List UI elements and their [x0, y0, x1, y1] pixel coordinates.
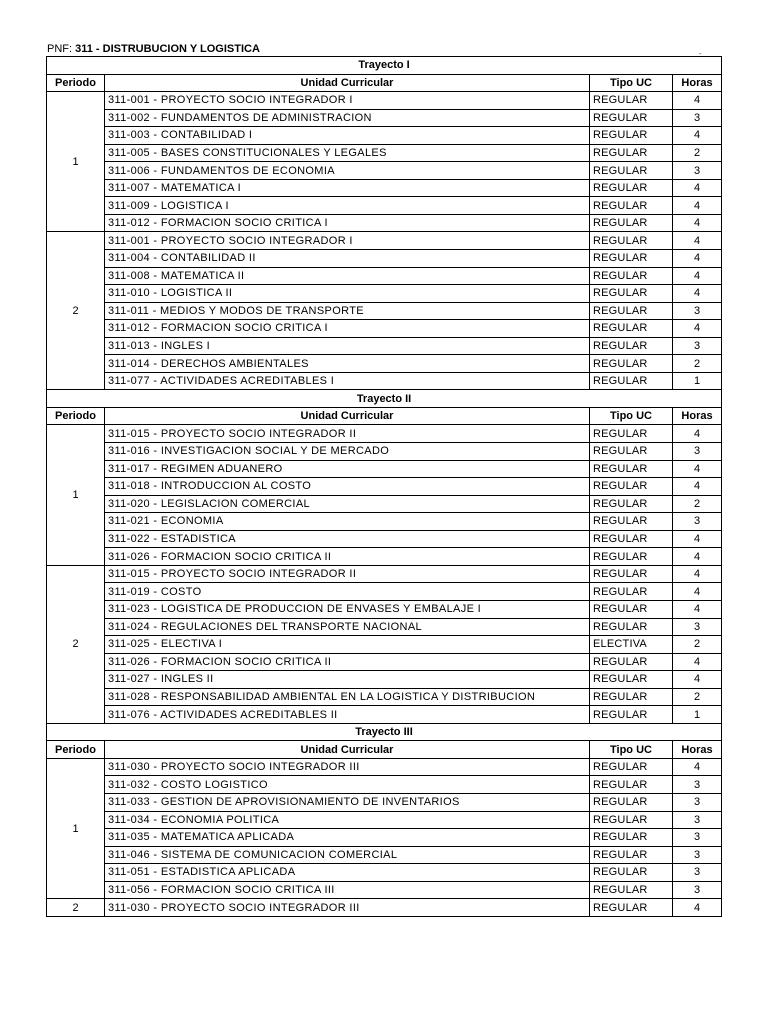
horas-cell: 3: [673, 864, 722, 882]
unidad-curricular-cell: 311-023 - LOGISTICA DE PRODUCCION DE ENVASES Y EMBALAJE I: [105, 600, 590, 618]
program-header: [47, 43, 260, 55]
unidad-curricular-cell: 311-076 - ACTIVIDADES ACREDITABLES II: [105, 706, 590, 724]
column-header-row: [47, 407, 722, 425]
table-row: [47, 232, 722, 250]
table-row: [47, 302, 722, 320]
tipo-uc-cell: REGULAR: [590, 127, 673, 145]
tipo-uc-cell: REGULAR: [590, 355, 673, 373]
column-header-unidad: Unidad Curricular: [105, 74, 590, 92]
horas-cell: 3: [673, 443, 722, 461]
periodo-cell: 2: [47, 899, 105, 917]
tipo-uc-cell: REGULAR: [590, 337, 673, 355]
unidad-curricular-cell: 311-035 - MATEMATICA APLICADA: [105, 829, 590, 847]
horas-cell: 3: [673, 881, 722, 899]
tipo-uc-cell: REGULAR: [590, 443, 673, 461]
unidad-curricular-cell: 311-012 - FORMACION SOCIO CRITICA I: [105, 320, 590, 338]
trayecto-title-row: [47, 390, 722, 408]
periodo-cell: 1: [47, 758, 105, 898]
unidad-curricular-cell: 311-019 - COSTO: [105, 583, 590, 601]
table-row: [47, 320, 722, 338]
table-row: [47, 478, 722, 496]
column-header-tipo: Tipo UC: [590, 74, 673, 92]
tipo-uc-cell: REGULAR: [590, 109, 673, 127]
unidad-curricular-cell: 311-051 - ESTADISTICA APLICADA: [105, 864, 590, 882]
table-row: [47, 197, 722, 215]
unidad-curricular-cell: 311-030 - PROYECTO SOCIO INTEGRADOR III: [105, 758, 590, 776]
table-row: [47, 653, 722, 671]
horas-cell: 3: [673, 776, 722, 794]
table-row: [47, 179, 722, 197]
tipo-uc-cell: REGULAR: [590, 881, 673, 899]
unidad-curricular-cell: 311-027 - INGLES II: [105, 671, 590, 689]
trayecto-title-row: [47, 723, 722, 741]
table-row: [47, 864, 722, 882]
tipo-uc-cell: REGULAR: [590, 671, 673, 689]
unidad-curricular-cell: 311-034 - ECONOMIA POLITICA: [105, 811, 590, 829]
horas-cell: 3: [673, 846, 722, 864]
table-row: [47, 425, 722, 443]
table-row: [47, 443, 722, 461]
corner-mark: -: [699, 49, 702, 58]
horas-cell: 3: [673, 162, 722, 180]
unidad-curricular-cell: 311-004 - CONTABILIDAD II: [105, 250, 590, 268]
column-header-tipo: Tipo UC: [590, 407, 673, 425]
horas-cell: 4: [673, 671, 722, 689]
unidad-curricular-cell: 311-008 - MATEMATICA II: [105, 267, 590, 285]
table-row: [47, 250, 722, 268]
horas-cell: 4: [673, 758, 722, 776]
horas-cell: 4: [673, 92, 722, 110]
table-row: [47, 495, 722, 513]
horas-cell: 4: [673, 548, 722, 566]
table-row: [47, 214, 722, 232]
tipo-uc-cell: REGULAR: [590, 653, 673, 671]
unidad-curricular-cell: 311-003 - CONTABILIDAD I: [105, 127, 590, 145]
column-header-tipo: Tipo UC: [590, 741, 673, 759]
column-header-row: [47, 74, 722, 92]
tipo-uc-cell: REGULAR: [590, 829, 673, 847]
tipo-uc-cell: REGULAR: [590, 864, 673, 882]
tipo-uc-cell: REGULAR: [590, 179, 673, 197]
tipo-uc-cell: REGULAR: [590, 776, 673, 794]
unidad-curricular-cell: 311-009 - LOGISTICA I: [105, 197, 590, 215]
table-row: [47, 671, 722, 689]
column-header-periodo: Periodo: [47, 407, 105, 425]
table-row: [47, 548, 722, 566]
horas-cell: 3: [673, 793, 722, 811]
tipo-uc-cell: REGULAR: [590, 811, 673, 829]
curriculum-body: [47, 57, 722, 917]
tipo-uc-cell: REGULAR: [590, 214, 673, 232]
tipo-uc-cell: REGULAR: [590, 92, 673, 110]
horas-cell: 2: [673, 636, 722, 654]
table-row: [47, 618, 722, 636]
table-row: [47, 583, 722, 601]
horas-cell: 4: [673, 460, 722, 478]
unidad-curricular-cell: 311-032 - COSTO LOGISTICO: [105, 776, 590, 794]
tipo-uc-cell: REGULAR: [590, 302, 673, 320]
unidad-curricular-cell: 311-056 - FORMACION SOCIO CRITICA III: [105, 881, 590, 899]
curriculum-table: [46, 56, 722, 917]
horas-cell: 4: [673, 197, 722, 215]
unidad-curricular-cell: 311-006 - FUNDAMENTOS DE ECONOMIA: [105, 162, 590, 180]
unidad-curricular-cell: 311-020 - LEGISLACION COMERCIAL: [105, 495, 590, 513]
horas-cell: 2: [673, 495, 722, 513]
table-row: [47, 899, 722, 917]
unidad-curricular-cell: 311-017 - REGIMEN ADUANERO: [105, 460, 590, 478]
column-header-unidad: Unidad Curricular: [105, 741, 590, 759]
horas-cell: 4: [673, 653, 722, 671]
tipo-uc-cell: REGULAR: [590, 758, 673, 776]
tipo-uc-cell: REGULAR: [590, 162, 673, 180]
table-row: [47, 530, 722, 548]
unidad-curricular-cell: 311-015 - PROYECTO SOCIO INTEGRADOR II: [105, 565, 590, 583]
unidad-curricular-cell: 311-002 - FUNDAMENTOS DE ADMINISTRACION: [105, 109, 590, 127]
tipo-uc-cell: REGULAR: [590, 372, 673, 390]
program-label: PNF:: [47, 43, 73, 55]
program-code: 311 - DISTRUBUCION Y LOGISTICA: [75, 43, 260, 55]
unidad-curricular-cell: 311-025 - ELECTIVA I: [105, 636, 590, 654]
horas-cell: 3: [673, 109, 722, 127]
table-row: [47, 688, 722, 706]
column-header-horas: Horas: [673, 407, 722, 425]
table-row: [47, 829, 722, 847]
tipo-uc-cell: REGULAR: [590, 600, 673, 618]
tipo-uc-cell: REGULAR: [590, 583, 673, 601]
unidad-curricular-cell: 311-046 - SISTEMA DE COMUNICACION COMERCIAL: [105, 846, 590, 864]
horas-cell: 4: [673, 530, 722, 548]
tipo-uc-cell: REGULAR: [590, 460, 673, 478]
tipo-uc-cell: REGULAR: [590, 706, 673, 724]
table-row: [47, 846, 722, 864]
table-row: [47, 92, 722, 110]
table-row: [47, 109, 722, 127]
tipo-uc-cell: REGULAR: [590, 548, 673, 566]
horas-cell: 2: [673, 688, 722, 706]
unidad-curricular-cell: 311-007 - MATEMATICA I: [105, 179, 590, 197]
unidad-curricular-cell: 311-012 - FORMACION SOCIO CRITICA I: [105, 214, 590, 232]
unidad-curricular-cell: 311-014 - DERECHOS AMBIENTALES: [105, 355, 590, 373]
unidad-curricular-cell: 311-021 - ECONOMIA: [105, 513, 590, 531]
table-row: [47, 144, 722, 162]
column-header-periodo: Periodo: [47, 741, 105, 759]
periodo-cell: 2: [47, 232, 105, 390]
horas-cell: 4: [673, 425, 722, 443]
horas-cell: 2: [673, 144, 722, 162]
unidad-curricular-cell: 311-010 - LOGISTICA II: [105, 285, 590, 303]
unidad-curricular-cell: 311-026 - FORMACION SOCIO CRITICA II: [105, 548, 590, 566]
unidad-curricular-cell: 311-001 - PROYECTO SOCIO INTEGRADOR I: [105, 92, 590, 110]
periodo-cell: 1: [47, 92, 105, 232]
tipo-uc-cell: REGULAR: [590, 846, 673, 864]
horas-cell: 4: [673, 214, 722, 232]
table-row: [47, 513, 722, 531]
horas-cell: 3: [673, 618, 722, 636]
tipo-uc-cell: REGULAR: [590, 144, 673, 162]
tipo-uc-cell: REGULAR: [590, 425, 673, 443]
horas-cell: 4: [673, 250, 722, 268]
unidad-curricular-cell: 311-077 - ACTIVIDADES ACREDITABLES I: [105, 372, 590, 390]
horas-cell: 3: [673, 829, 722, 847]
periodo-cell: 1: [47, 425, 105, 565]
horas-cell: 3: [673, 513, 722, 531]
unidad-curricular-cell: 311-016 - INVESTIGACION SOCIAL Y DE MERCADO: [105, 443, 590, 461]
periodo-cell: 2: [47, 565, 105, 723]
horas-cell: 4: [673, 320, 722, 338]
table-row: [47, 776, 722, 794]
table-row: [47, 793, 722, 811]
table-row: [47, 355, 722, 373]
table-row: [47, 372, 722, 390]
horas-cell: 4: [673, 600, 722, 618]
tipo-uc-cell: REGULAR: [590, 250, 673, 268]
horas-cell: 4: [673, 285, 722, 303]
horas-cell: 4: [673, 565, 722, 583]
unidad-curricular-cell: 311-011 - MEDIOS Y MODOS DE TRANSPORTE: [105, 302, 590, 320]
horas-cell: 4: [673, 232, 722, 250]
tipo-uc-cell: REGULAR: [590, 513, 673, 531]
tipo-uc-cell: REGULAR: [590, 530, 673, 548]
table-row: [47, 565, 722, 583]
horas-cell: 4: [673, 478, 722, 496]
horas-cell: 4: [673, 179, 722, 197]
horas-cell: 4: [673, 899, 722, 917]
unidad-curricular-cell: 311-022 - ESTADISTICA: [105, 530, 590, 548]
horas-cell: 2: [673, 355, 722, 373]
trayecto-title: Trayecto II: [47, 390, 722, 408]
tipo-uc-cell: REGULAR: [590, 793, 673, 811]
table-row: [47, 600, 722, 618]
unidad-curricular-cell: 311-015 - PROYECTO SOCIO INTEGRADOR II: [105, 425, 590, 443]
horas-cell: 4: [673, 127, 722, 145]
unidad-curricular-cell: 311-033 - GESTION DE APROVISIONAMIENTO DE INVENTARIOS: [105, 793, 590, 811]
table-row: [47, 162, 722, 180]
tipo-uc-cell: REGULAR: [590, 285, 673, 303]
horas-cell: 1: [673, 706, 722, 724]
trayecto-title-row: [47, 57, 722, 75]
tipo-uc-cell: REGULAR: [590, 618, 673, 636]
unidad-curricular-cell: 311-026 - FORMACION SOCIO CRITICA II: [105, 653, 590, 671]
table-row: [47, 811, 722, 829]
tipo-uc-cell: REGULAR: [590, 478, 673, 496]
tipo-uc-cell: REGULAR: [590, 495, 673, 513]
unidad-curricular-cell: 311-018 - INTRODUCCION AL COSTO: [105, 478, 590, 496]
horas-cell: 3: [673, 811, 722, 829]
unidad-curricular-cell: 311-001 - PROYECTO SOCIO INTEGRADOR I: [105, 232, 590, 250]
trayecto-title: Trayecto III: [47, 723, 722, 741]
tipo-uc-cell: REGULAR: [590, 688, 673, 706]
tipo-uc-cell: REGULAR: [590, 899, 673, 917]
unidad-curricular-cell: 311-028 - RESPONSABILIDAD AMBIENTAL EN LA LOGISTICA Y DISTRIBUCION: [105, 688, 590, 706]
table-row: [47, 881, 722, 899]
unidad-curricular-cell: 311-013 - INGLES I: [105, 337, 590, 355]
tipo-uc-cell: REGULAR: [590, 267, 673, 285]
horas-cell: 4: [673, 583, 722, 601]
unidad-curricular-cell: 311-030 - PROYECTO SOCIO INTEGRADOR III: [105, 899, 590, 917]
tipo-uc-cell: ELECTIVA: [590, 636, 673, 654]
tipo-uc-cell: REGULAR: [590, 320, 673, 338]
table-row: [47, 267, 722, 285]
table-row: [47, 706, 722, 724]
table-row: [47, 337, 722, 355]
unidad-curricular-cell: 311-024 - REGULACIONES DEL TRANSPORTE NACIONAL: [105, 618, 590, 636]
horas-cell: 1: [673, 372, 722, 390]
tipo-uc-cell: REGULAR: [590, 197, 673, 215]
table-row: [47, 636, 722, 654]
tipo-uc-cell: REGULAR: [590, 232, 673, 250]
tipo-uc-cell: REGULAR: [590, 565, 673, 583]
column-header-horas: Horas: [673, 741, 722, 759]
table-row: [47, 285, 722, 303]
column-header-unidad: Unidad Curricular: [105, 407, 590, 425]
column-header-horas: Horas: [673, 74, 722, 92]
horas-cell: 4: [673, 267, 722, 285]
horas-cell: 3: [673, 337, 722, 355]
column-header-periodo: Periodo: [47, 74, 105, 92]
table-row: [47, 460, 722, 478]
unidad-curricular-cell: 311-005 - BASES CONSTITUCIONALES Y LEGALES: [105, 144, 590, 162]
horas-cell: 3: [673, 302, 722, 320]
trayecto-title: Trayecto I: [47, 57, 722, 75]
column-header-row: [47, 741, 722, 759]
table-row: [47, 127, 722, 145]
table-row: [47, 758, 722, 776]
